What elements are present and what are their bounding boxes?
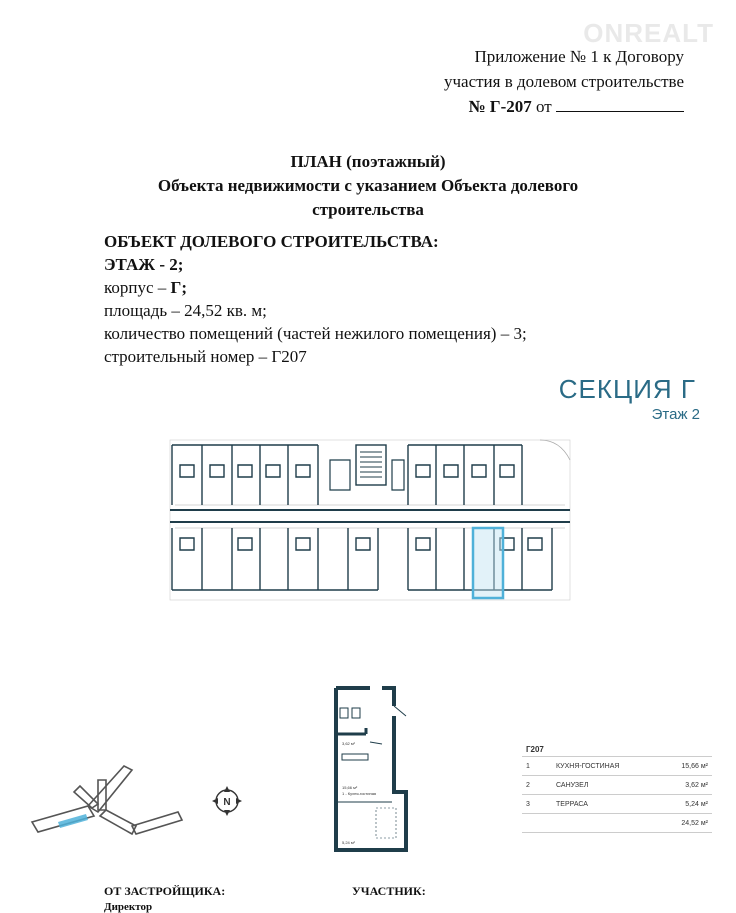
room-number: 1	[522, 757, 552, 776]
living-area-label: 15,66 м²	[342, 785, 358, 790]
upper-units	[172, 445, 522, 505]
site-plan	[28, 760, 188, 840]
bath-door-swing	[370, 742, 382, 744]
building-prefix: корпус –	[104, 278, 167, 297]
site-wing-upper	[74, 786, 98, 808]
details-rooms: количество помещений (частей нежилого помещения) – 3;	[104, 324, 527, 343]
kitchen-counter	[342, 754, 368, 760]
living-room-label: 1 - Кухня-гостиная	[342, 791, 377, 796]
room-total-area: 24,52 м²	[660, 814, 712, 833]
watermark: ONREALT	[583, 18, 714, 48]
details-build-number: строительный номер – Г207	[104, 347, 307, 366]
bath-wall	[336, 728, 366, 734]
terrace-area-label: 5,24 м²	[342, 840, 355, 845]
table-row	[522, 757, 712, 776]
details-floor: ЭТАЖ - 2;	[104, 255, 184, 274]
room-name: ТЕРРАСА	[552, 795, 660, 814]
floor-label: Этаж 2	[651, 406, 700, 423]
room-name: КУХНЯ-ГОСТИНАЯ	[552, 757, 660, 776]
title-line-3: строительства	[312, 200, 424, 219]
site-wing-top-left	[88, 766, 132, 812]
bath-area-label: 3,62 м²	[342, 741, 355, 746]
participant-signature-label: УЧАСТНИК:	[352, 884, 426, 898]
unit-outer-wall	[336, 688, 406, 850]
date-prefix: от	[536, 97, 552, 116]
compass-icon	[210, 784, 244, 818]
title-line-1: ПЛАН (поэтажный)	[290, 152, 446, 171]
room-area: 3,62 м²	[660, 776, 712, 795]
developer-signature-label: ОТ ЗАСТРОЙЩИКА:	[104, 884, 226, 898]
details-area: площадь – 24,52 кв. м;	[104, 301, 267, 320]
sink	[340, 708, 348, 718]
plan-curve	[540, 440, 570, 460]
appendix-line-2: участия в долевом строительстве	[443, 72, 684, 91]
room-area: 5,24 м²	[660, 795, 712, 814]
unit-plan	[330, 682, 412, 856]
room-table	[522, 742, 712, 833]
floor-plan	[160, 420, 580, 610]
director-label: Директор	[104, 901, 153, 913]
date-blank	[556, 95, 684, 112]
site-wing-right	[100, 810, 136, 834]
site-wing-mid	[98, 780, 106, 810]
room-number: 3	[522, 795, 552, 814]
table-row	[522, 776, 712, 795]
highlighted-unit-g207	[473, 528, 503, 598]
site-wing-far-right	[132, 812, 182, 834]
table-row-total	[522, 814, 712, 833]
room-name: САНУЗЕЛ	[552, 776, 660, 795]
table-row	[522, 795, 712, 814]
title-line-2: Объекта недвижимости с указанием Объекта долевого	[157, 176, 579, 195]
entry-door-swing	[394, 706, 406, 716]
site-highlight	[58, 814, 88, 828]
appendix-line-1: Приложение № 1 к Договору	[474, 47, 684, 66]
terrace-zone	[376, 808, 396, 838]
plan-outline	[170, 440, 570, 600]
contract-number: № Г-207	[468, 97, 532, 116]
room-number: 2	[522, 776, 552, 795]
building-value: Г;	[170, 278, 188, 297]
object-details	[104, 230, 527, 368]
toilet	[352, 708, 360, 718]
document-title	[0, 150, 736, 222]
compass-north-label: N	[223, 797, 231, 808]
room-table-code: Г207	[522, 742, 712, 757]
appendix-number-line	[444, 94, 684, 119]
details-heading: ОБЪЕКТ ДОЛЕВОГО СТРОИТЕЛЬСТВА:	[104, 232, 439, 251]
section-title: СЕКЦИЯ Г	[558, 374, 696, 404]
room-area: 15,66 м²	[660, 757, 712, 776]
appendix-header	[444, 44, 684, 119]
details-building	[104, 276, 527, 299]
stair-core	[330, 445, 404, 490]
